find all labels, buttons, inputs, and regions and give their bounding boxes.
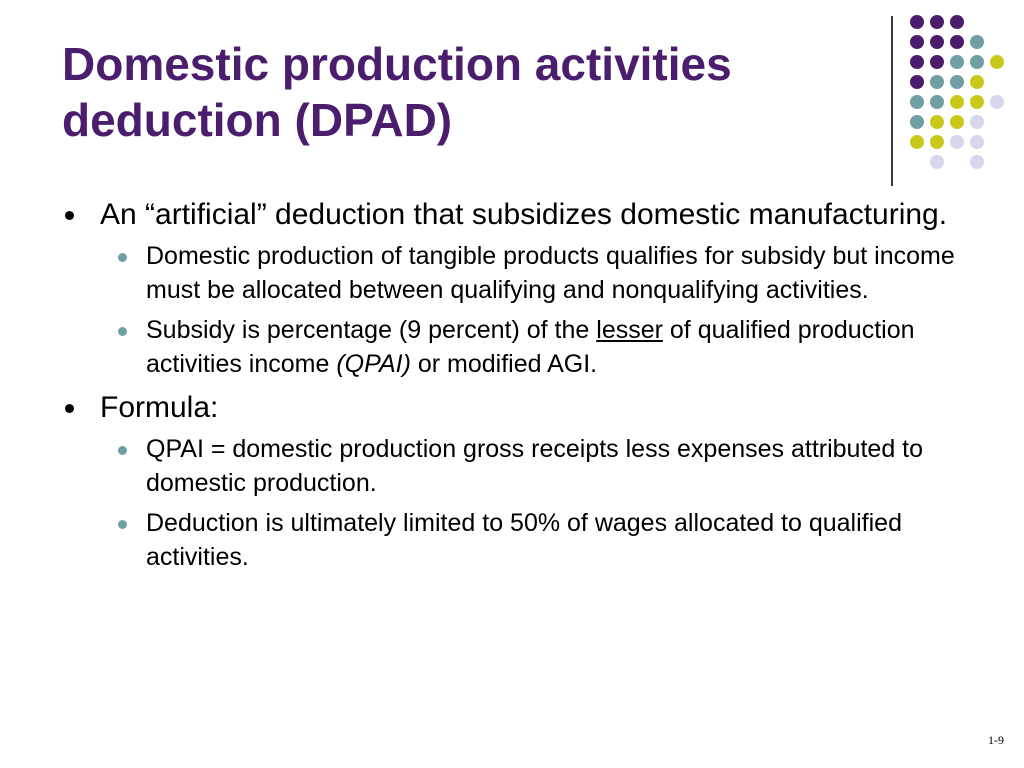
- decor-dot: [970, 35, 984, 49]
- page-number: 1-9: [988, 733, 1004, 747]
- sub-bullet-item: [62, 313, 962, 381]
- decor-dot: [950, 75, 964, 89]
- sub-bullet-text: QPAI = domestic production gross receipts less expenses attributed to domestic production.: [146, 435, 924, 497]
- bullet-dot-icon: [65, 211, 74, 220]
- decor-dot: [910, 15, 924, 29]
- decor-dot: [970, 135, 984, 149]
- sub-bullet-item: [62, 239, 962, 307]
- decor-dot: [910, 115, 924, 129]
- sub-bullet-item: [62, 432, 962, 500]
- title-divider-line: [891, 16, 893, 186]
- decor-dot: [910, 135, 924, 149]
- decor-dot: [930, 155, 944, 169]
- emphasis-italic: (QPAI): [336, 350, 411, 378]
- bullet-text: An “artificial” deduction that subsidizes domestic manufacturing.: [100, 198, 948, 231]
- decor-dot: [930, 135, 944, 149]
- decor-dot: [970, 95, 984, 109]
- decor-dot: [930, 35, 944, 49]
- decor-dot: [910, 55, 924, 69]
- sub-bullet-text: Deduction is ultimately limited to 50% of wages allocated to qualified activities.: [146, 509, 902, 571]
- decor-dot: [930, 95, 944, 109]
- decor-dot: [950, 95, 964, 109]
- slide-title-line-2: deduction (DPAD): [62, 94, 453, 146]
- sub-bullet-text-part: or modified AGI.: [410, 350, 598, 378]
- bullet-item: [62, 389, 962, 426]
- decor-dot: [970, 115, 984, 129]
- decor-dot: [950, 35, 964, 49]
- decor-dot: [970, 75, 984, 89]
- decor-dot: [950, 15, 964, 29]
- decor-dot: [970, 155, 984, 169]
- sub-bullet-list: [62, 432, 962, 574]
- sub-bullet-dot-icon: [118, 520, 127, 529]
- decor-dot: [930, 75, 944, 89]
- decor-dot: [930, 115, 944, 129]
- bullet-item: [62, 196, 962, 233]
- bullet-dot-icon: [65, 404, 74, 413]
- decor-dot: [990, 55, 1004, 69]
- sub-bullet-text-part: Subsidy is percentage (9 percent) of the: [146, 316, 597, 344]
- sub-bullet-text: Domestic production of tangible products qualifies for subsidy but income must be allocated between qualifying and nonqualifying activities.: [146, 242, 955, 304]
- decor-dot: [950, 55, 964, 69]
- decor-dot: [950, 115, 964, 129]
- slide-body: [62, 196, 962, 582]
- slide-title-line-1: Domestic production activities: [62, 38, 732, 90]
- decor-dot: [910, 75, 924, 89]
- decor-dot: [930, 15, 944, 29]
- slide-title: [62, 36, 862, 148]
- bullet-text: Formula:: [100, 391, 219, 424]
- decor-dot: [930, 55, 944, 69]
- sub-bullet-dot-icon: [118, 327, 127, 336]
- decor-dot: [950, 135, 964, 149]
- decor-dot: [970, 55, 984, 69]
- sub-bullet-list: [62, 239, 962, 381]
- emphasis-underlined: lesser: [596, 316, 663, 344]
- decor-dot: [910, 95, 924, 109]
- decor-dot: [990, 95, 1004, 109]
- sub-bullet-dot-icon: [118, 253, 127, 262]
- sub-bullet-text-part: of qualified production activities income: [146, 316, 915, 378]
- decor-dot: [910, 35, 924, 49]
- sub-bullet-dot-icon: [118, 446, 127, 455]
- sub-bullet-item: [62, 506, 962, 574]
